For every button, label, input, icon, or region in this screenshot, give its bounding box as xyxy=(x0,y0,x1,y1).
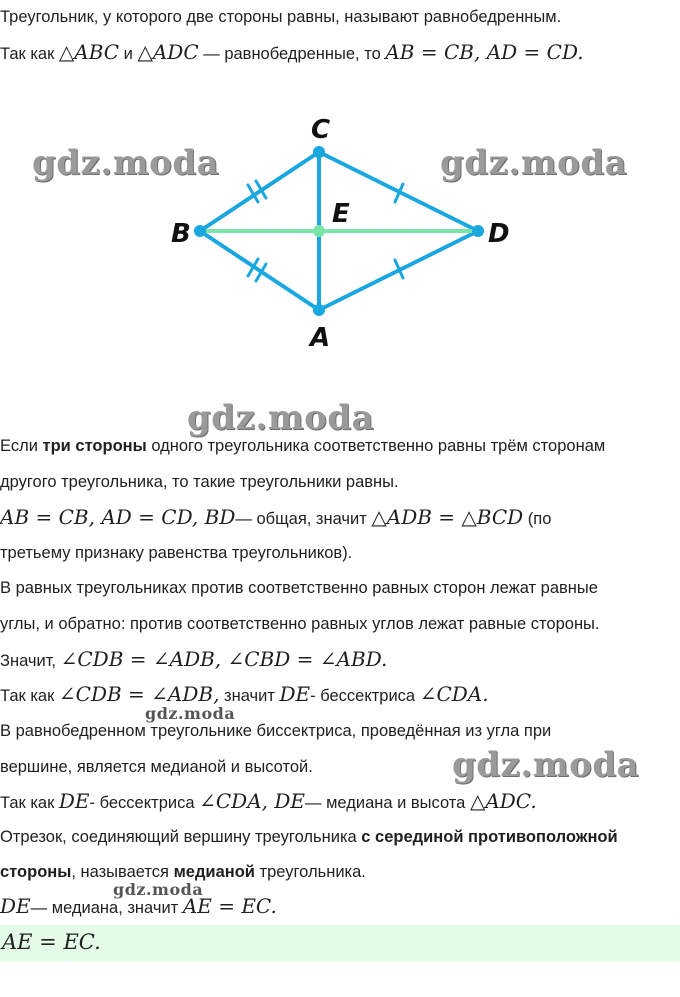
text: третьему признаку равенства треугольников). xyxy=(0,544,353,562)
math-expression: △ADC xyxy=(137,40,199,64)
label-d: D xyxy=(488,219,510,249)
math-expression: ∠CDB = ∠ADB, xyxy=(58,682,220,706)
text: Если xyxy=(0,437,43,455)
text-line-14 xyxy=(0,828,618,847)
text: Так как xyxy=(0,45,59,63)
text: Треугольник, у которого две стороны равны, называют равнобедренным. xyxy=(0,8,562,26)
text-line-6 xyxy=(0,544,352,563)
watermark: gdz.moda xyxy=(145,704,236,723)
text: Отрезок, соединяющий вершину треугольника xyxy=(0,828,362,846)
watermark: gdz.moda xyxy=(32,143,220,183)
math-expression: ∠CDA, DE xyxy=(199,789,305,813)
text: — равнобедренные, то xyxy=(198,45,386,63)
math-expression: ∠CDA. xyxy=(419,682,489,706)
text-line-9 xyxy=(0,647,387,671)
math-expression: AB = CB, AD = CD, BD xyxy=(0,505,236,529)
math-expression: △ADC. xyxy=(469,789,537,813)
text-line-16 xyxy=(0,894,277,918)
text: вершине, является медианой и высотой. xyxy=(0,758,313,776)
vertex-d xyxy=(472,225,484,237)
text: значит xyxy=(219,687,280,705)
text: одного треугольника соответственно равны трём сторонам xyxy=(146,437,606,455)
text: и xyxy=(119,45,138,63)
math-expression: DE xyxy=(58,789,90,813)
bold-text: с серединой противоположной xyxy=(361,828,618,846)
text: — медиана и высота xyxy=(304,794,470,812)
text: , называется xyxy=(71,863,174,881)
text-line-5 xyxy=(0,505,551,529)
text-line-1 xyxy=(0,8,561,27)
text-line-3 xyxy=(0,437,605,456)
watermark: gdz.moda xyxy=(440,143,628,183)
text: Так как xyxy=(0,794,59,812)
text-line-11 xyxy=(0,722,551,741)
vertex-c xyxy=(313,146,325,158)
point-e xyxy=(313,225,325,237)
math-expression: △ADB = △BCD xyxy=(371,505,524,529)
text: В равнобедренном треугольнике биссектриса, проведённая из угла при xyxy=(0,722,552,740)
watermark: gdz.moda xyxy=(452,745,640,785)
watermark: gdz.moda xyxy=(113,880,204,899)
text: другого треугольника, то такие треугольники равны. xyxy=(0,473,399,491)
text: Так как xyxy=(0,687,59,705)
answer-box xyxy=(0,925,680,961)
math-expression: AB = CB, AD = CD. xyxy=(385,40,584,64)
text-line-4 xyxy=(0,473,399,492)
vertex-a xyxy=(313,304,325,316)
math-expression: DE xyxy=(0,894,31,918)
vertex-b xyxy=(194,225,206,237)
label-c: C xyxy=(311,115,331,145)
text: углы, и обратно: против соответственно равных углов лежат равные стороны. xyxy=(0,615,600,633)
label-a: A xyxy=(310,323,331,353)
bold-text: стороны xyxy=(0,863,72,881)
text-line-13 xyxy=(0,789,537,813)
text-line-10 xyxy=(0,682,489,706)
text: — общая, значит xyxy=(235,510,372,528)
text-line-12 xyxy=(0,758,313,777)
math-expression: AE = EC. xyxy=(182,894,277,918)
text: - бессектриса xyxy=(89,794,200,812)
bold-text: медианой xyxy=(173,863,255,881)
answer-text: AE = EC. xyxy=(2,930,101,954)
text: (по xyxy=(523,510,552,528)
label-b: B xyxy=(171,219,191,249)
watermark: gdz.moda xyxy=(187,398,375,438)
bold-text: три стороны xyxy=(42,437,147,455)
text: В равных треугольниках против соответственно равных сторон лежат равные xyxy=(0,579,598,597)
text-line-7 xyxy=(0,579,598,598)
text: треугольника. xyxy=(254,863,366,881)
text-line-15 xyxy=(0,863,366,882)
text: Значит, xyxy=(0,652,61,670)
text: — медиана, значит xyxy=(30,899,183,917)
math-expression: ∠CDB = ∠ADB, ∠CBD = ∠ABD. xyxy=(60,647,388,671)
text-line-2 xyxy=(0,40,584,64)
text: - бессектриса xyxy=(310,687,420,705)
math-expression: △ABC xyxy=(58,40,120,64)
text-line-8 xyxy=(0,615,600,634)
label-e: E xyxy=(332,199,350,229)
side-ab xyxy=(200,231,319,310)
math-expression: DE xyxy=(279,682,311,706)
